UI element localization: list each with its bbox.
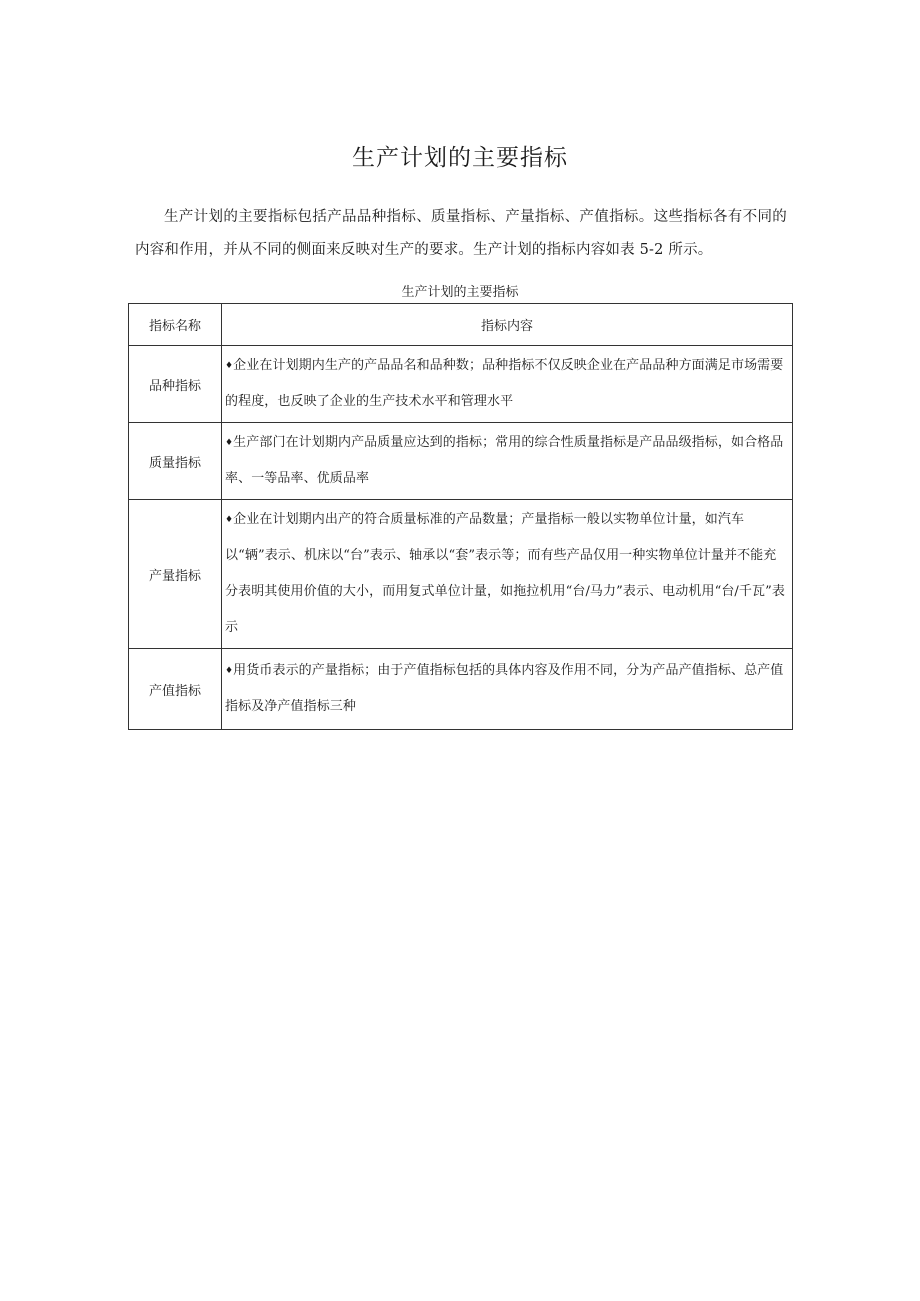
row-name: 品种指标 (129, 346, 222, 423)
header-name: 指标名称 (129, 304, 222, 346)
row-content (222, 649, 793, 730)
bullet-icon: ♦ (225, 438, 234, 448)
row-content-text: 企业在计划期内生产的产品品名和品种数；品种指标不仅反映企业在产品品种方面满足市场需要的程度，也反映了企业的生产技术水平和管理水平 (225, 358, 784, 409)
bullet-icon: ♦ (225, 515, 234, 525)
table-row (129, 649, 793, 730)
row-content-text: 用货币表示的产量指标；由于产值指标包括的具体内容及作用不同，分为产品产值指标、总产值指标及净产值指标三种 (225, 663, 784, 714)
row-content-text: 企业在计划期内出产的符合质量标准的产品数量；产量指标一般以实物单位计量，如汽车以“辆”表示、机床以“台”表示、轴承以“套”表示等；而有些产品仅用一种实物单位计量并不能充分表明其使用价值的大小，而用复式单位计量，如拖拉机用“台/马力”表示、电动机用“台/千瓦”表示 (225, 512, 785, 635)
row-content (222, 500, 793, 649)
table-caption: 生产计划的主要指标 (401, 285, 519, 300)
bullet-icon: ♦ (225, 361, 234, 371)
table-header-row (129, 304, 793, 346)
page-title: 生产计划的主要指标 (352, 145, 568, 171)
bullet-icon: ♦ (225, 666, 234, 676)
row-name: 质量指标 (129, 423, 222, 500)
row-content-text: 生产部门在计划期内产品质量应达到的指标；常用的综合性质量指标是产品品级指标，如合格品率、一等品率、优质品率 (225, 435, 784, 486)
row-content (222, 423, 793, 500)
table-row (129, 423, 793, 500)
row-name: 产量指标 (129, 500, 222, 649)
row-content (222, 346, 793, 423)
header-content: 指标内容 (222, 304, 793, 346)
intro-paragraph: 生产计划的主要指标包括产品品种指标、质量指标、产量指标、产值指标。这些指标各有不同的内容和作用，并从不同的侧面来反映对生产的要求。生产计划的指标内容如表 5-2 所示。 (135, 209, 787, 258)
table-row (129, 500, 793, 649)
metrics-table (128, 303, 793, 730)
row-name: 产值指标 (129, 649, 222, 730)
table-row (129, 346, 793, 423)
